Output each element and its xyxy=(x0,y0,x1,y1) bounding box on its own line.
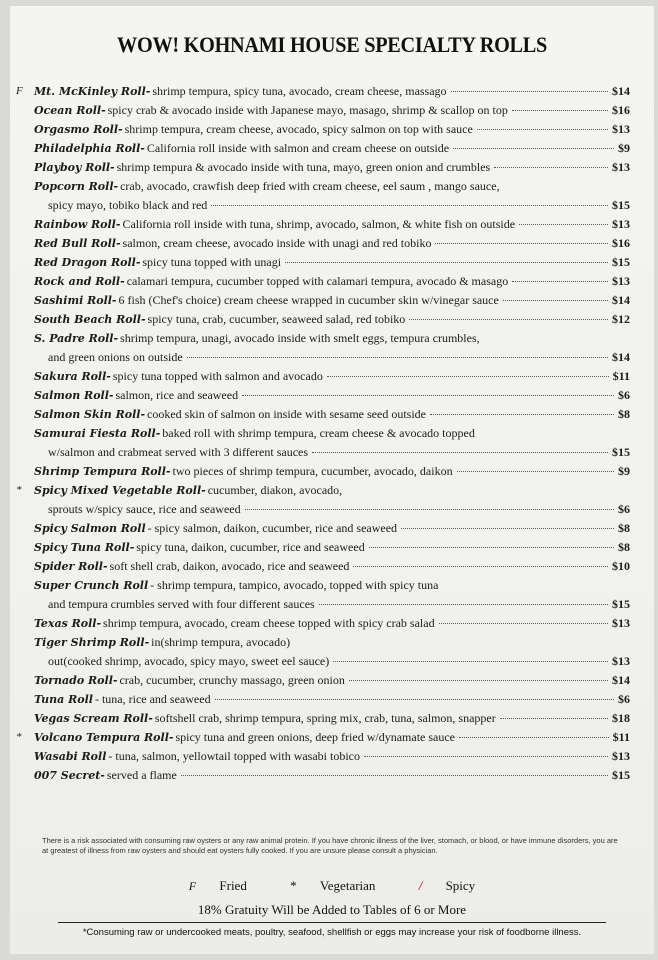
menu-item-description: shrimp tempura, unagi, avocado inside with smelt eggs, tempura crumbles, xyxy=(120,331,480,345)
menu-item-name: Rock and Roll- xyxy=(34,275,125,288)
fried-label: Fried xyxy=(219,878,247,893)
menu-item xyxy=(10,481,654,519)
menu-item-price: $14 xyxy=(612,293,630,307)
menu-item-price: $15 xyxy=(612,597,630,611)
legend-vegetarian xyxy=(280,878,385,893)
menu-item-description: crab, avocado, crawfish deep fried with cream cheese, eel saum , mango sauce, xyxy=(120,179,500,193)
menu-item-price: $13 xyxy=(612,160,630,174)
dot-leader xyxy=(364,756,608,757)
menu-item xyxy=(10,709,654,728)
dot-leader xyxy=(457,471,614,472)
menu-item-name: Rainbow Roll- xyxy=(34,218,121,231)
dot-leader xyxy=(430,414,614,415)
menu-item-name: Playboy Roll- xyxy=(34,161,115,174)
menu-item-name: Shrimp Tempura Roll- xyxy=(34,465,171,478)
menu-item xyxy=(10,462,654,481)
menu-item-price: $8 xyxy=(618,540,630,554)
menu-item-description-continued: and tempura crumbles served with four different sauces xyxy=(48,597,315,611)
gratuity-note: 18% Gratuity Will be Added to Tables of 6 or More xyxy=(197,902,467,917)
menu-item-price: $6 xyxy=(618,692,630,706)
vegetarian-symbol: * xyxy=(290,878,297,893)
legend xyxy=(10,878,654,894)
menu-item xyxy=(10,215,654,234)
dot-leader xyxy=(353,566,608,567)
menu-item-marker: * xyxy=(16,484,22,496)
menu-item-name: S. Padre Roll- xyxy=(34,332,119,345)
menu-item-price: $18 xyxy=(612,711,630,725)
menu-item-marker: * xyxy=(16,731,22,743)
menu-item-description: California roll inside with salmon and cream cheese on outside xyxy=(146,141,450,155)
menu-item-name: South Beach Roll- xyxy=(34,313,146,326)
menu-item-price: $12 xyxy=(612,312,630,326)
menu-item-price: $6 xyxy=(618,502,630,516)
menu-item xyxy=(10,671,654,690)
menu-item-price: $11 xyxy=(612,369,630,383)
menu-item xyxy=(10,614,654,633)
roll-list xyxy=(10,82,654,785)
dot-leader xyxy=(512,281,608,282)
dot-leader xyxy=(439,623,608,624)
menu-item-description: salmon, cream cheese, avocado inside with unagi and red tobiko xyxy=(122,236,432,250)
menu-item xyxy=(10,747,654,766)
menu-item-marker: F xyxy=(16,85,23,97)
fried-symbol: F xyxy=(188,879,197,893)
dot-leader xyxy=(477,129,608,130)
dot-leader xyxy=(401,528,614,529)
menu-item-description: shrimp tempura, avocado, cream cheese topped with spicy crab salad xyxy=(103,616,435,630)
menu-item-description: crab, cucumber, crunchy massago, green onion xyxy=(119,673,345,687)
dot-leader xyxy=(369,547,614,548)
menu-item xyxy=(10,424,654,462)
raw-oyster-disclaimer: There is a risk associated with consuming raw oysters or any raw animal protein. If you have chronic illness of the liver, stomach, or blood, or have immune disorders, you are at greatest of illness from raw oysters and should eat oysters fully cooked. If you are unsure please consult a physician. xyxy=(42,836,618,855)
menu-item-price: $9 xyxy=(618,464,630,478)
menu-item-name: Sakura Roll- xyxy=(34,370,111,383)
menu-item-price: $15 xyxy=(612,255,630,269)
menu-item-price: $13 xyxy=(612,217,630,231)
menu-item-description: California roll inside with tuna, shrimp, avocado, salmon, & white fish on outside xyxy=(122,217,516,231)
dot-leader xyxy=(349,680,608,681)
dot-leader xyxy=(451,91,608,92)
menu-item-description: shrimp tempura, spicy tuna, avocado, cream cheese, massago xyxy=(152,84,447,98)
menu-item-price: $15 xyxy=(612,198,630,212)
legend-spicy xyxy=(409,878,486,893)
menu-item-description: spicy tuna topped with salmon and avocado xyxy=(112,369,323,383)
menu-item-name: Spicy Mixed Vegetable Roll- xyxy=(34,484,206,497)
dot-leader xyxy=(245,509,614,510)
menu-item-name: Red Bull Roll- xyxy=(34,237,121,250)
menu-item xyxy=(10,538,654,557)
menu-item-description: 6 fish (Chef's choice) cream cheese wrapped in cucumber skin w/vinegar sauce xyxy=(118,293,499,307)
menu-item-name: Vegas Scream Roll- xyxy=(34,712,153,725)
menu-item xyxy=(10,101,654,120)
menu-item-description: baked roll with shrimp tempura, cream cheese & avocado topped xyxy=(162,426,475,440)
menu-item-description-continued: out(cooked shrimp, avocado, spicy mayo, sweet eel sauce) xyxy=(48,654,330,668)
menu-item xyxy=(10,234,654,253)
dot-leader xyxy=(409,319,608,320)
menu-item-description: soft shell crab, daikon, avocado, rice and seaweed xyxy=(109,559,350,573)
legend-fried xyxy=(179,878,257,893)
menu-item xyxy=(10,329,654,367)
menu-item-name: Orgasmo Roll- xyxy=(34,123,123,136)
menu-item-price: $6 xyxy=(618,388,630,402)
menu-item xyxy=(10,367,654,386)
dot-leader xyxy=(181,775,608,776)
menu-item-description-continued: w/salmon and crabmeat served with 3 different sauces xyxy=(48,445,309,459)
menu-item-name: Philadelphia Roll- xyxy=(34,142,145,155)
menu-item-price: $8 xyxy=(618,521,630,535)
menu-item-name: Ocean Roll- xyxy=(34,104,106,117)
dot-leader xyxy=(459,737,609,738)
menu-item-price: $10 xyxy=(612,559,630,573)
menu-item-name: Sashimi Roll- xyxy=(34,294,117,307)
dot-leader xyxy=(503,300,608,301)
consume-warning: *Consuming raw or undercooked meats, poultry, seafood, shellfish or eggs may increase your risk of foodborne illness. xyxy=(82,927,582,938)
menu-item xyxy=(10,310,654,329)
menu-item-name: Super Crunch Roll xyxy=(34,579,149,592)
menu-item-price: $13 xyxy=(612,616,630,630)
menu-item xyxy=(10,690,654,709)
menu-item-description: - tuna, rice and seaweed xyxy=(94,692,211,706)
dot-leader xyxy=(500,718,608,719)
menu-item-price: $14 xyxy=(612,350,630,364)
menu-item-description: served a flame xyxy=(106,768,177,782)
dot-leader xyxy=(512,110,608,111)
divider xyxy=(58,922,606,923)
chili-pepper-icon: / xyxy=(418,878,423,893)
menu-item-name: Tornado Roll- xyxy=(34,674,118,687)
menu-item xyxy=(10,272,654,291)
menu-item-name: Spicy Tuna Roll- xyxy=(34,541,135,554)
menu-item-description: spicy tuna and green onions, deep fried w/dynamate sauce xyxy=(175,730,456,744)
menu-item-name: Tiger Shrimp Roll- xyxy=(34,636,150,649)
menu-item-description: cucumber, diakon, avocado, xyxy=(207,483,343,497)
dot-leader xyxy=(519,224,608,225)
menu-item-description: calamari tempura, cucumber topped with calamari tempura, avocado & masago xyxy=(126,274,509,288)
menu-item-name: Popcorn Roll- xyxy=(34,180,119,193)
menu-item-description-continued: spicy mayo, tobiko black and red xyxy=(48,198,208,212)
menu-item-description: salmon, rice and seaweed xyxy=(115,388,239,402)
menu-item xyxy=(10,576,654,614)
menu-item-price: $13 xyxy=(612,274,630,288)
menu-item-description-continued: and green onions on outside xyxy=(48,350,183,364)
menu-item-name: Salmon Roll- xyxy=(34,389,114,402)
menu-item-description: spicy tuna topped with unagi xyxy=(142,255,282,269)
menu-item xyxy=(10,405,654,424)
menu-item-description-continued: sprouts w/spicy sauce, rice and seaweed xyxy=(48,502,241,516)
menu-item-name: Samurai Fiesta Roll- xyxy=(34,427,161,440)
dot-leader xyxy=(215,699,614,700)
menu-item-description: - spicy salmon, daikon, cucumber, rice and seaweed xyxy=(147,521,398,535)
dot-leader xyxy=(333,661,608,662)
menu-item-description: shrimp tempura & avocado inside with tuna, mayo, green onion and crumbles xyxy=(116,160,491,174)
menu-item-price: $13 xyxy=(612,749,630,763)
menu-item xyxy=(10,139,654,158)
menu-item-description: spicy crab & avocado inside with Japanese mayo, masago, shrimp & scallop on top xyxy=(107,103,508,117)
menu-item-description: spicy tuna, crab, cucumber, seaweed salad, red tobiko xyxy=(147,312,406,326)
menu-item-name: Volcano Tempura Roll- xyxy=(34,731,174,744)
dot-leader xyxy=(453,148,614,149)
menu-item-name: Mt. McKinley Roll- xyxy=(34,85,151,98)
menu-page xyxy=(10,6,654,954)
menu-item-price: $16 xyxy=(612,236,630,250)
menu-item xyxy=(10,766,654,785)
menu-title: WOW! KOHNAMI HOUSE SPECIALTY ROLLS xyxy=(117,32,547,57)
menu-item xyxy=(10,158,654,177)
menu-item xyxy=(10,557,654,576)
menu-item xyxy=(10,386,654,405)
dot-leader xyxy=(494,167,608,168)
dot-leader xyxy=(242,395,614,396)
dot-leader xyxy=(435,243,608,244)
dot-leader xyxy=(187,357,608,358)
menu-item-price: $15 xyxy=(612,445,630,459)
menu-item-name: Salmon Skin Roll- xyxy=(34,408,146,421)
dot-leader xyxy=(327,376,609,377)
menu-item xyxy=(10,177,654,215)
menu-item xyxy=(10,633,654,671)
dot-leader xyxy=(211,205,608,206)
spicy-label: Spicy xyxy=(445,878,476,893)
menu-item-description: - shrimp tempura, tampico, avocado, topped with spicy tuna xyxy=(150,578,439,592)
menu-item-price: $13 xyxy=(612,122,630,136)
menu-item-name: Spider Roll- xyxy=(34,560,108,573)
menu-item-description: - tuna, salmon, yellowtail topped with wasabi tobico xyxy=(108,749,361,763)
menu-item xyxy=(10,291,654,310)
menu-item-price: $15 xyxy=(612,768,630,782)
menu-item-price: $13 xyxy=(612,654,630,668)
menu-item-description: two pieces of shrimp tempura, cucumber, avocado, daikon xyxy=(172,464,453,478)
dot-leader xyxy=(319,604,608,605)
menu-item-name: Texas Roll- xyxy=(34,617,102,630)
menu-item xyxy=(10,728,654,747)
menu-item-name: Wasabi Roll xyxy=(34,750,107,763)
menu-item-name: Red Dragon Roll- xyxy=(34,256,141,269)
vegetarian-label: Vegetarian xyxy=(319,878,376,893)
menu-item-price: $14 xyxy=(612,84,630,98)
menu-item-price: $8 xyxy=(618,407,630,421)
menu-item-name: Spicy Salmon Roll xyxy=(34,522,146,535)
dot-leader xyxy=(285,262,608,263)
menu-item xyxy=(10,82,654,101)
menu-item-description: in(shrimp tempura, avocado) xyxy=(151,635,291,649)
menu-item xyxy=(10,519,654,538)
menu-item-description: shrimp tempura, cream cheese, avocado, spicy salmon on top with sauce xyxy=(124,122,473,136)
menu-item-price: $11 xyxy=(612,730,630,744)
menu-item-description: spicy tuna, daikon, cucumber, rice and seaweed xyxy=(136,540,365,554)
menu-item-name: Tuna Roll xyxy=(34,693,93,706)
menu-item xyxy=(10,120,654,139)
menu-item-description: cooked skin of salmon on inside with sesame seed outside xyxy=(147,407,426,421)
dot-leader xyxy=(312,452,608,453)
menu-item-description: softshell crab, shrimp tempura, spring mix, crab, tuna, salmon, snapper xyxy=(154,711,496,725)
menu-item-price: $16 xyxy=(612,103,630,117)
menu-item xyxy=(10,253,654,272)
menu-item-price: $9 xyxy=(618,141,630,155)
menu-item-name: 007 Secret- xyxy=(34,769,105,782)
menu-item-price: $14 xyxy=(612,673,630,687)
